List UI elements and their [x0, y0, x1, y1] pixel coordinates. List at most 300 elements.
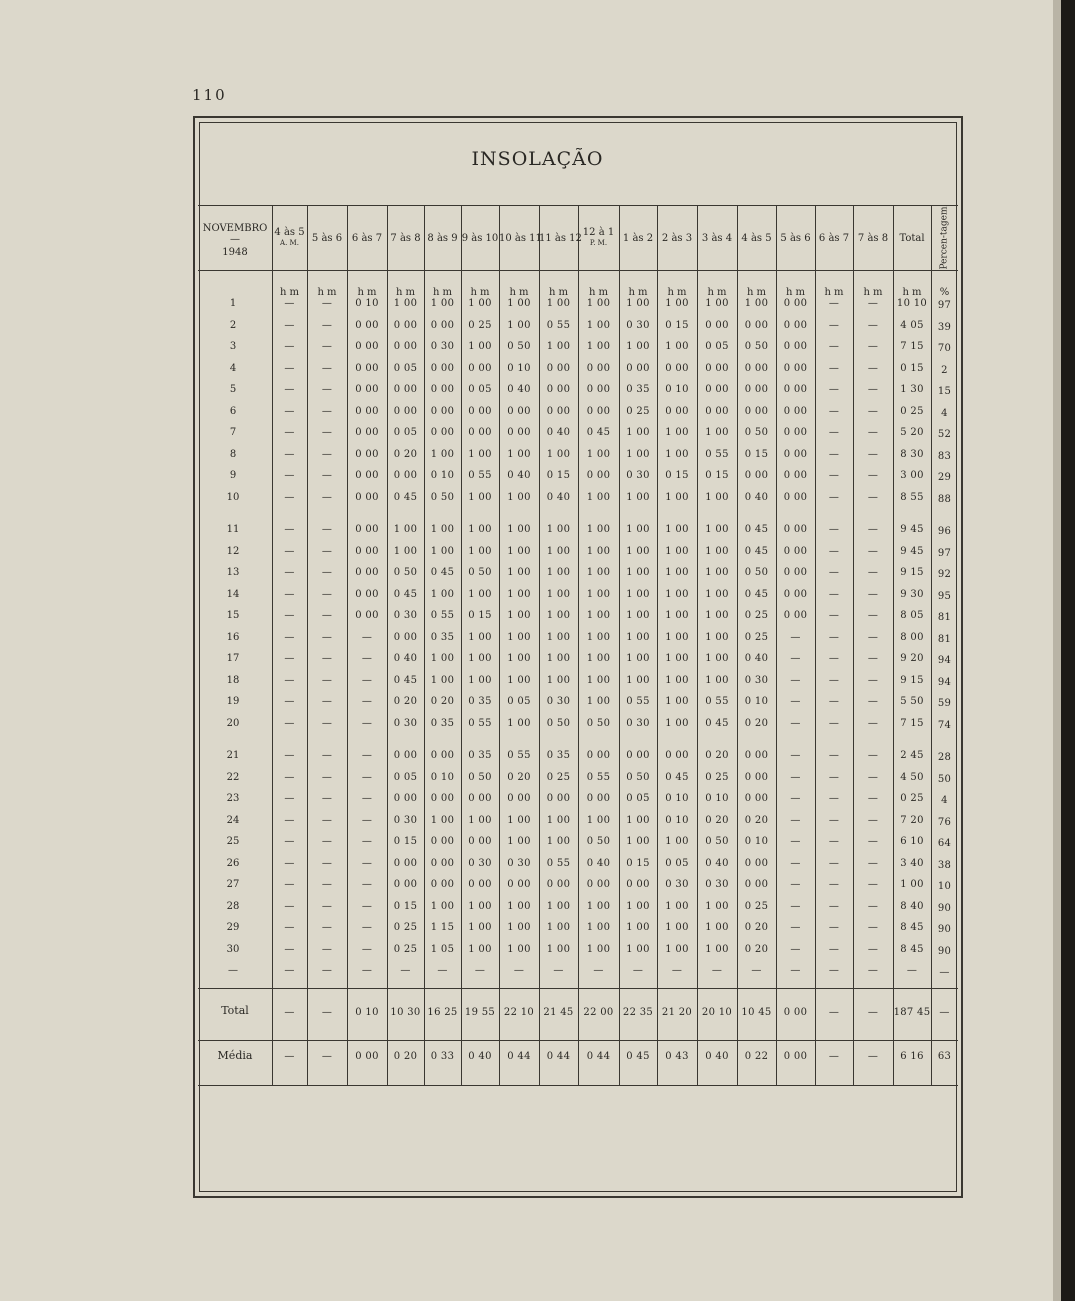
table-cell: —: [828, 427, 840, 438]
table-cell: 1 00: [626, 588, 650, 600]
table-cell: —: [790, 836, 801, 847]
table-cell: 1 00: [468, 900, 492, 912]
media-cell: 0 43: [665, 1051, 689, 1062]
table-cell: —: [321, 857, 333, 869]
day-number: 19: [226, 696, 240, 707]
media-cell: 0 44: [507, 1051, 531, 1062]
total-cell: —: [284, 1007, 295, 1018]
table-cell: 0 00: [355, 524, 379, 535]
table-cell: —: [867, 793, 879, 804]
day-number: 26: [226, 857, 240, 869]
table-cell: 1 00: [546, 814, 571, 826]
table-cell: —: [361, 814, 373, 826]
table-cell: 1 00: [507, 588, 531, 600]
table-cell: —: [828, 750, 840, 761]
percentage-cell: 10: [937, 881, 952, 892]
unit-label: h m: [357, 287, 377, 298]
table-cell: —: [321, 524, 333, 535]
table-cell: 0 00: [705, 319, 729, 331]
table-cell: —: [906, 965, 918, 976]
table-cell: —: [867, 362, 879, 374]
table-cell: —: [361, 857, 373, 869]
table-cell: 1 00: [507, 717, 531, 729]
table-cell: —: [828, 341, 840, 352]
table-cell: 0 20: [744, 814, 769, 826]
table-cell: 1 00: [665, 922, 689, 933]
unit-label: h m: [824, 287, 844, 298]
table-cell: 1 00: [665, 524, 689, 535]
day-number: 10: [226, 491, 240, 503]
table-cell: —: [284, 900, 295, 912]
table-cell: 0 00: [355, 427, 379, 438]
table-cell: 0 00: [355, 405, 379, 417]
table-cell: —: [828, 900, 840, 912]
table-cell: 0 55: [626, 696, 650, 707]
table-cell: 1 00: [430, 448, 455, 460]
table-cell: 1 00: [507, 491, 531, 503]
table-cell: 0 10: [430, 771, 455, 783]
table-cell: —: [321, 610, 333, 621]
table-cell: —: [284, 491, 295, 503]
day-number: 7: [229, 427, 237, 438]
table-cell: —: [828, 567, 840, 578]
table-cell: 0 25: [900, 405, 924, 417]
header-hour-column: 8 às 9: [427, 233, 458, 244]
table-cell: —: [321, 674, 333, 686]
table-cell: 0 30: [430, 341, 455, 352]
table-cell: 1 00: [393, 298, 418, 309]
table-cell: 0 30: [705, 879, 729, 890]
table-cell: —: [632, 965, 644, 976]
table-cell: 0 20: [393, 696, 418, 707]
table-cell: 0 35: [546, 750, 571, 761]
table-cell: 1 00: [546, 341, 571, 352]
table-cell: —: [828, 922, 840, 933]
table-cell: 0 00: [355, 470, 379, 481]
table-cell: 0 20: [393, 448, 418, 460]
day-number: 2: [229, 319, 237, 331]
percentage-cell: 2: [941, 364, 948, 376]
table-cell: 0 00: [546, 879, 571, 890]
table-cell: 1 00: [586, 319, 611, 331]
total-cell: 21 45: [543, 1007, 574, 1018]
table-cell: —: [321, 545, 333, 557]
table-cell: —: [321, 319, 333, 331]
table-cell: —: [284, 427, 295, 438]
unit-label: h m: [317, 287, 337, 298]
table-cell: —: [321, 341, 333, 352]
table-cell: —: [867, 470, 879, 481]
header-percentage: Percen-tagem: [939, 206, 950, 270]
table-cell: 0 05: [507, 696, 531, 707]
table-cell: 1 00: [546, 524, 571, 535]
media-percentage: 63: [937, 1051, 952, 1062]
table-cell: 0 30: [546, 696, 571, 707]
table-cell: 0 00: [586, 405, 611, 417]
table-cell: 1 00: [626, 341, 650, 352]
page-title: INSOLAÇÃO: [471, 148, 604, 170]
table-cell: 0 00: [393, 879, 418, 890]
table-cell: 0 00: [783, 524, 808, 535]
unit-label: h m: [548, 287, 569, 298]
table-cell: 0 00: [430, 384, 455, 395]
table-cell: 1 00: [468, 524, 492, 535]
table-cell: 0 00: [393, 405, 418, 417]
table-cell: —: [828, 771, 840, 783]
table-cell: 1 00: [665, 448, 689, 460]
table-cell: 0 10: [705, 793, 729, 804]
table-cell: 1 00: [430, 545, 455, 557]
percentage-cell: 95: [937, 590, 952, 602]
table-cell: 0 20: [507, 771, 531, 783]
total-cell: 10 45: [741, 1007, 772, 1018]
table-cell: —: [361, 750, 373, 761]
percentage-cell: 28: [937, 752, 952, 763]
table-cell: 0 00: [546, 793, 571, 804]
table-cell: 1 00: [665, 610, 689, 621]
table-cell: 0 10: [355, 298, 379, 309]
table-cell: —: [867, 965, 879, 976]
table-cell: —: [361, 653, 373, 664]
table-cell: —: [361, 836, 373, 847]
table-cell: 0 25: [546, 771, 571, 783]
table-cell: 3 40: [900, 857, 924, 869]
table-cell: 1 00: [586, 900, 611, 912]
table-cell: —: [828, 653, 840, 664]
table-bottom-rule: [198, 1085, 958, 1086]
table-cell: —: [593, 965, 604, 976]
table-cell: 0 45: [744, 545, 769, 557]
table-cell: 1 00: [546, 298, 571, 309]
table-cell: 1 00: [705, 524, 729, 535]
table-cell: 1 00: [546, 545, 571, 557]
table-cell: 0 00: [355, 588, 379, 600]
table-cell: 0 00: [430, 362, 455, 374]
total-cell: 16 25: [427, 1007, 458, 1018]
table-cell: 0 05: [393, 427, 418, 438]
table-cell: 1 00: [626, 448, 650, 460]
table-cell: —: [553, 965, 564, 976]
table-cell: —: [284, 610, 295, 621]
table-cell: 1 00: [586, 524, 611, 535]
table-cell: 1 00: [546, 653, 571, 664]
table-cell: 1 00: [468, 674, 492, 686]
table-cell: 1 00: [586, 588, 611, 600]
table-cell: —: [790, 857, 801, 869]
table-cell: 1 00: [468, 653, 492, 664]
table-cell: —: [284, 771, 295, 783]
table-cell: 0 40: [393, 653, 418, 664]
unit-label: h m: [470, 287, 490, 298]
header-hour-column: Total: [899, 233, 925, 244]
table-cell: —: [321, 567, 333, 578]
table-cell: 9 20: [900, 653, 924, 664]
table-cell: 0 00: [744, 405, 769, 417]
day-number: 30: [226, 943, 240, 955]
table-cell: 1 00: [468, 922, 492, 933]
table-cell: —: [284, 750, 295, 761]
table-cell: 0 00: [586, 362, 611, 374]
table-cell: —: [828, 448, 840, 460]
table-cell: —: [790, 814, 801, 826]
table-cell: 9 15: [900, 674, 924, 686]
table-cell: 0 00: [355, 610, 379, 621]
table-cell: 0 00: [744, 384, 769, 395]
table-cell: —: [671, 965, 683, 976]
table-cell: 0 00: [468, 405, 492, 417]
table-cell: —: [284, 717, 295, 729]
table-cell: —: [284, 524, 295, 535]
table-cell: 0 00: [507, 427, 531, 438]
header-year: 1948: [222, 247, 248, 258]
table-cell: 1 00: [626, 545, 650, 557]
table-cell: 0 30: [393, 610, 418, 621]
table-cell: 1 00: [744, 298, 769, 309]
table-cell: 0 00: [393, 631, 418, 643]
table-cell: 0 00: [393, 857, 418, 869]
table-cell: 0 30: [393, 814, 418, 826]
table-cell: 0 50: [586, 836, 611, 847]
table-cell: 1 00: [430, 674, 455, 686]
unit-percent-label: %: [939, 287, 950, 298]
table-cell: —: [828, 470, 840, 481]
table-cell: 0 15: [900, 362, 924, 374]
table-cell: —: [284, 674, 295, 686]
table-cell: 7 15: [900, 717, 924, 729]
table-cell: —: [828, 384, 840, 395]
table-cell: 0 00: [783, 298, 808, 309]
table-cell: —: [321, 750, 333, 761]
table-cell: 0 00: [468, 362, 492, 374]
table-cell: 1 00: [626, 836, 650, 847]
table-cell: 1 00: [705, 588, 729, 600]
day-number: 3: [229, 341, 237, 352]
unit-label: h m: [667, 287, 687, 298]
table-cell: 1 00: [507, 943, 531, 955]
table-cell: 1 00: [665, 653, 689, 664]
table-cell: 1 00: [705, 631, 729, 643]
table-cell: —: [867, 836, 879, 847]
table-cell: 1 00: [507, 653, 531, 664]
table-cell: 0 55: [468, 717, 492, 729]
unit-label: h m: [785, 287, 806, 298]
unit-label: h m: [746, 287, 767, 298]
table-cell: 1 00: [430, 298, 455, 309]
table-cell: 7 20: [900, 814, 924, 826]
table-cell: 9 45: [900, 524, 924, 535]
header-hour-column: 1 às 2: [622, 233, 654, 244]
percentage-cell: 29: [937, 472, 952, 483]
table-cell: 1 15: [430, 922, 455, 933]
table-cell: 1 00: [507, 524, 531, 535]
table-cell: 0 00: [586, 750, 611, 761]
table-cell: 1 00: [546, 588, 571, 600]
day-number: 9: [229, 470, 237, 481]
table-cell: 0 20: [430, 696, 455, 707]
percentage-cell: 94: [937, 676, 952, 688]
table-cell: —: [321, 588, 333, 600]
table-cell: 1 00: [586, 491, 611, 503]
total-cell: 22 35: [622, 1007, 654, 1018]
table-cell: 1 00: [507, 298, 531, 309]
table-cell: 1 00: [546, 943, 571, 955]
table-cell: —: [828, 814, 840, 826]
table-cell: 0 00: [783, 427, 808, 438]
table-cell: 1 00: [665, 491, 689, 503]
table-cell: 0 25: [626, 405, 650, 417]
day-number: 14: [226, 588, 240, 600]
table-cell: —: [828, 319, 840, 331]
header-hour-column: 6 às 7: [351, 233, 383, 244]
table-cell: 1 00: [705, 922, 729, 933]
table-cell: 1 00: [430, 588, 455, 600]
table-cell: 1 00: [468, 341, 492, 352]
unit-label: h m: [588, 287, 609, 298]
table-cell: —: [284, 879, 295, 890]
percentage-cell: 81: [937, 633, 952, 645]
day-number: 5: [229, 384, 237, 395]
media-cell: —: [284, 1051, 295, 1062]
table-cell: 1 00: [507, 545, 531, 557]
table-cell: 1 00: [546, 610, 571, 621]
table-cell: 0 45: [744, 588, 769, 600]
table-cell: 0 00: [355, 319, 379, 331]
table-cell: —: [867, 588, 879, 600]
table-cell: 4 50: [900, 771, 924, 783]
table-cell: 1 00: [430, 524, 455, 535]
table-cell: —: [361, 900, 373, 912]
table-cell: 0 00: [744, 857, 769, 869]
table-cell: 1 00: [665, 341, 689, 352]
total-cell: 0 10: [355, 1007, 379, 1018]
percentage-cell: 90: [937, 945, 952, 957]
table-cell: —: [828, 793, 840, 804]
table-cell: 0 45: [705, 717, 729, 729]
day-number: 12: [226, 545, 240, 557]
table-cell: 0 50: [507, 341, 531, 352]
percentage-cell: 59: [937, 698, 952, 709]
unit-label: h m: [707, 287, 727, 298]
unit-label: h m: [509, 287, 529, 298]
table-cell: —: [867, 341, 879, 352]
table-cell: —: [361, 922, 373, 933]
day-number: 29: [226, 922, 240, 933]
page-binding-shadow: [1053, 0, 1061, 1301]
table-cell: —: [321, 631, 333, 643]
table-cell: —: [867, 857, 879, 869]
table-cell: 0 30: [393, 717, 418, 729]
table-cell: 0 50: [586, 717, 611, 729]
total-cell: 0 00: [783, 1007, 808, 1018]
table-cell: 5 50: [900, 696, 924, 707]
table-cell: —: [867, 405, 879, 417]
table-cell: —: [751, 965, 762, 976]
table-cell: —: [828, 717, 840, 729]
day-number: 17: [226, 653, 240, 664]
day-number: 15: [226, 610, 240, 621]
table-cell: 1 00: [705, 298, 729, 309]
table-cell: 0 30: [626, 470, 650, 481]
table-cell: —: [284, 341, 295, 352]
table-cell: —: [284, 362, 295, 374]
table-cell: 0 35: [430, 631, 455, 643]
table-cell: 1 00: [507, 836, 531, 847]
table-cell: 0 05: [705, 341, 729, 352]
media-cell: 0 22: [744, 1051, 769, 1062]
table-cell: 0 00: [393, 384, 418, 395]
table-cell: —: [828, 588, 840, 600]
table-cell: 0 10: [744, 836, 769, 847]
table-cell: —: [828, 943, 840, 955]
table-cell: —: [867, 771, 879, 783]
table-cell: —: [790, 653, 801, 664]
media-cell: —: [828, 1051, 840, 1062]
table-cell: —: [790, 879, 801, 890]
media-cell: 0 40: [705, 1051, 729, 1062]
table-cell: —: [284, 405, 295, 417]
media-label: Média: [217, 1049, 253, 1062]
table-cell: 0 25: [744, 631, 769, 643]
table-cell: 0 55: [468, 470, 492, 481]
table-cell: 0 00: [744, 879, 769, 890]
table-cell: 1 00: [626, 814, 650, 826]
table-cell: —: [828, 879, 840, 890]
table-cell: 1 00: [468, 588, 492, 600]
table-cell: 1 00: [665, 545, 689, 557]
media-cell: —: [321, 1051, 333, 1062]
table-cell: 1 00: [507, 922, 531, 933]
table-cell: 0 25: [393, 922, 418, 933]
table-cell: 0 40: [546, 427, 571, 438]
percentage-cell: 94: [937, 655, 952, 666]
table-cell: 0 40: [705, 857, 729, 869]
table-cell: —: [867, 567, 879, 578]
table-cell: 0 00: [546, 405, 571, 417]
table-cell: 0 00: [355, 341, 379, 352]
day-number: 22: [226, 771, 240, 783]
table-cell: —: [321, 405, 333, 417]
day-number: 21: [226, 750, 240, 761]
table-cell: 1 00: [468, 448, 492, 460]
table-cell: 0 00: [744, 750, 769, 761]
percentage-cell: 64: [937, 838, 952, 849]
table-cell: 0 40: [546, 491, 571, 503]
total-cell: —: [828, 1007, 840, 1018]
table-cell: 8 45: [900, 922, 924, 933]
day-number: 27: [226, 879, 240, 890]
table-cell: 0 25: [705, 771, 729, 783]
table-cell: 0 00: [355, 567, 379, 578]
table-cell: 1 05: [430, 943, 455, 955]
table-cell: 1 00: [507, 567, 531, 578]
table-cell: 0 00: [626, 362, 650, 374]
header-hour-period: P. M.: [589, 239, 608, 247]
table-cell: 0 05: [393, 362, 418, 374]
table-cell: 0 15: [744, 448, 769, 460]
table-cell: 1 00: [586, 610, 611, 621]
table-cell: —: [828, 298, 840, 309]
table-cell: 0 50: [744, 341, 769, 352]
table-cell: —: [867, 943, 879, 955]
table-cell: 1 00: [705, 900, 729, 912]
table-cell: 1 00: [586, 567, 611, 578]
table-cell: 0 45: [393, 491, 418, 503]
header-hour-column: 4 às 5: [274, 227, 305, 238]
table-cell: 0 00: [393, 319, 418, 331]
table-cell: 0 05: [626, 793, 650, 804]
table-cell: 0 00: [393, 470, 418, 481]
table-cell: 0 45: [586, 427, 611, 438]
